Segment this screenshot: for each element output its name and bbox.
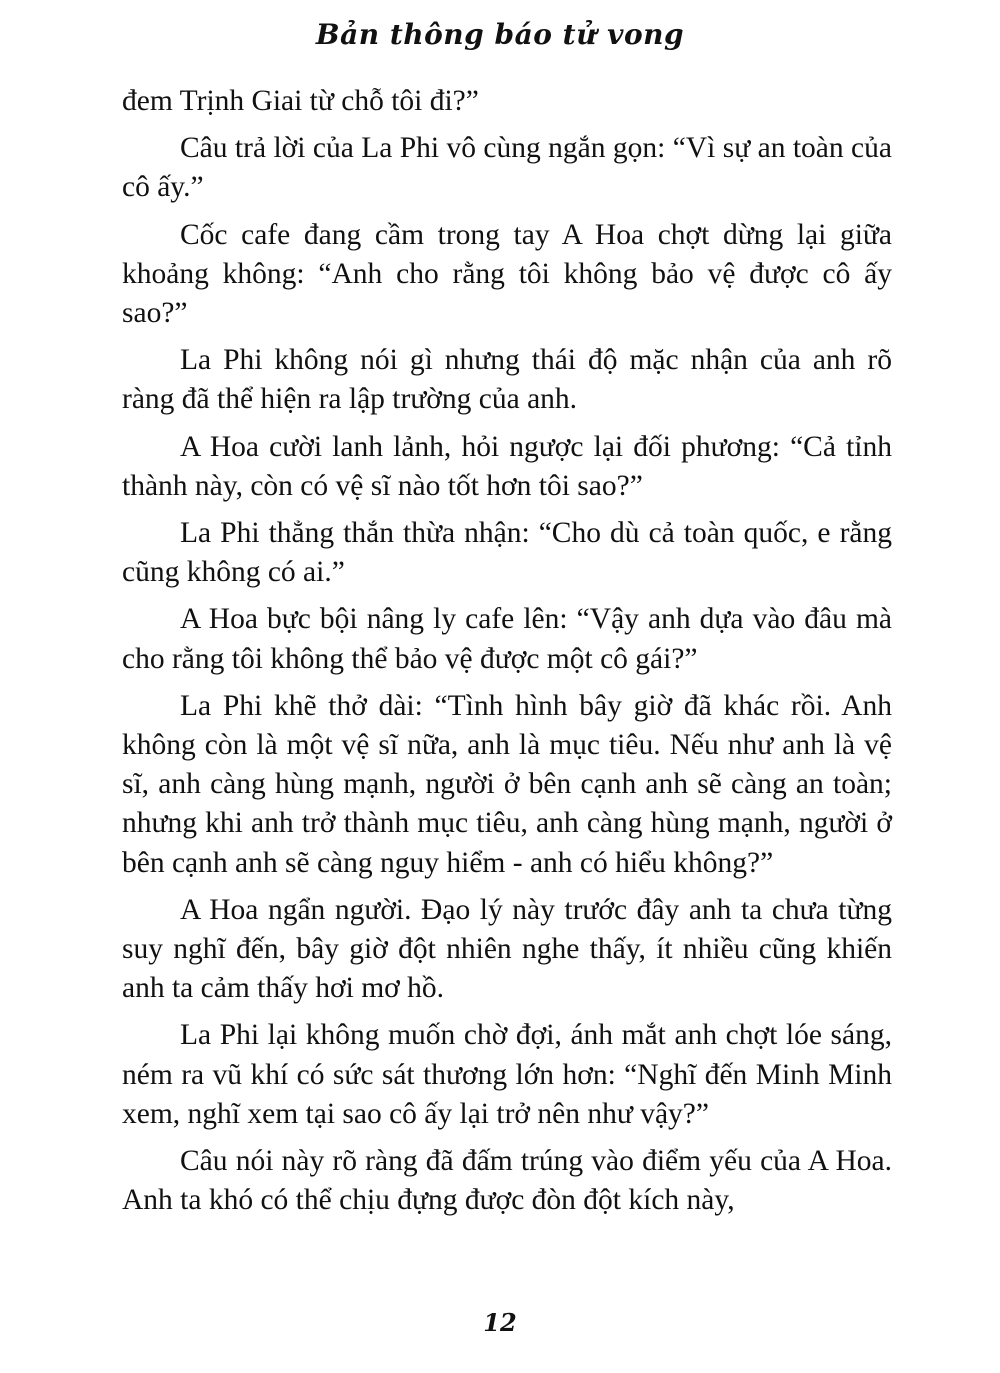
- running-head-title: Bản thông báo tử vong: [315, 18, 685, 51]
- paragraph-11: Câu nói này rõ ràng đã đấm trúng vào điểm yếu của A Hoa. Anh ta khó có thể chịu đựng được đòn đột kích này,: [122, 1145, 892, 1217]
- paragraph-9: A Hoa ngẩn người. Đạo lý này trước đây anh ta chưa từng suy nghĩ đến, bây giờ đột nhiên nghe thấy, ít nhiều cũng khiến anh ta cảm thấy hơi mơ hồ.: [122, 893, 892, 1005]
- paragraph-4: La Phi không nói gì nhưng thái độ mặc nhận của anh rõ ràng đã thể hiện ra lập trường của anh.: [122, 344, 892, 416]
- paragraph-3: Cốc cafe đang cầm trong tay A Hoa chợt dừng lại giữa khoảng không: “Anh cho rằng tôi không bảo vệ được cô ấy sao?”: [122, 218, 892, 330]
- paragraph-7: A Hoa bực bội nâng ly cafe lên: “Vậy anh dựa vào đâu mà cho rằng tôi không thể bảo vệ được một cô gái?”: [122, 603, 892, 675]
- page-number: 12: [483, 1308, 517, 1337]
- paragraph-2: Câu trả lời của La Phi vô cùng ngắn gọn: “Vì sự an toàn của cô ấy.”: [122, 132, 892, 204]
- paragraph-5: A Hoa cười lanh lảnh, hỏi ngược lại đối phương: “Cả tỉnh thành này, còn có vệ sĩ nào tốt hơn tôi sao?”: [122, 430, 892, 502]
- page-body-text: [122, 82, 892, 1228]
- paragraph-6: La Phi thẳng thắn thừa nhận: “Cho dù cả toàn quốc, e rằng cũng không có ai.”: [122, 517, 892, 589]
- paragraph-1: đem Trịnh Giai từ chỗ tôi đi?”: [122, 85, 479, 117]
- paragraph-8: La Phi khẽ thở dài: “Tình hình bây giờ đã khác rồi. Anh không còn là một vệ sĩ nữa, anh là mục tiêu. Nếu như anh là vệ sĩ, anh càng hùng mạnh, người ở bên cạnh anh sẽ càng an toàn; nhưng khi anh trở thành mục tiêu, anh càng hùng mạnh, người ở bên cạnh anh sẽ càng nguy hiểm - anh có hiểu không?”: [122, 689, 892, 879]
- paragraph-10: La Phi lại không muốn chờ đợi, ánh mắt anh chợt lóe sáng, ném ra vũ khí có sức sát thương lớn hơn: “Nghĩ đến Minh Minh xem, nghĩ xem tại sao cô ấy lại trở nên như vậy?”: [122, 1019, 892, 1130]
